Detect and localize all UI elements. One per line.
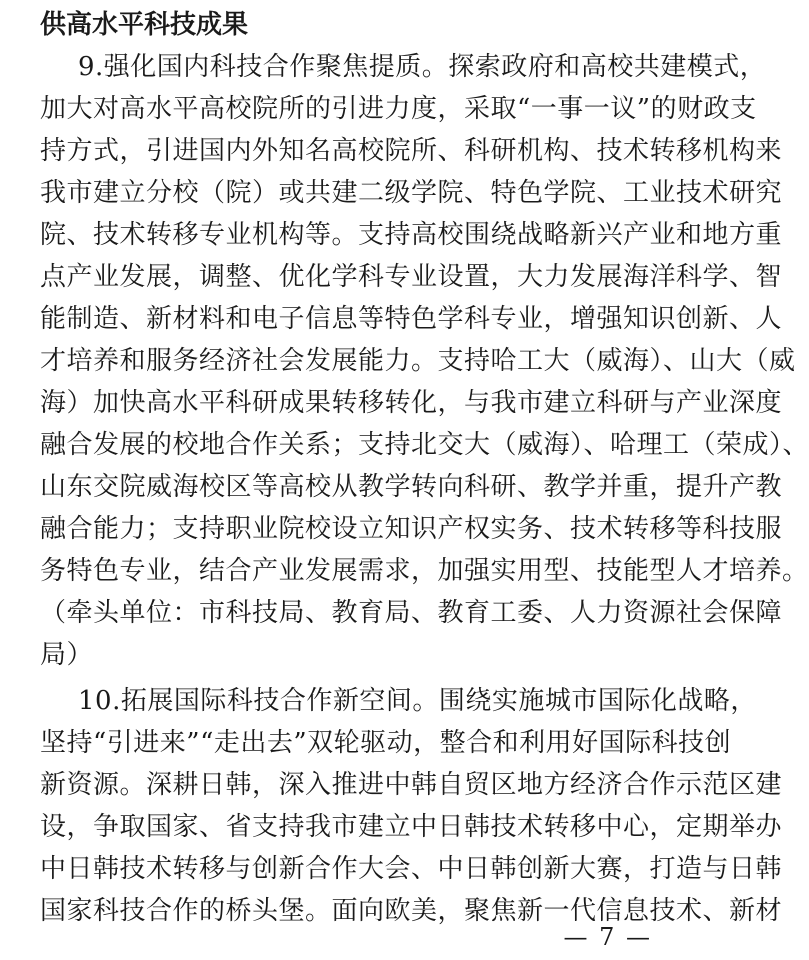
paragraph-line: 融合能力；支持职业院校设立知识产权实务、技术转移等科技服: [40, 514, 783, 544]
paragraph-line: 加大对高水平高校院所的引进力度，采取“一事一议”的财政支: [40, 94, 757, 124]
paragraph-line: 海）加快高水平科研成果转移转化，与我市建立科研与产业深度: [40, 388, 783, 418]
paragraph-line: 院、技术转移专业机构等。支持高校围绕战略新兴产业和地方重: [40, 220, 783, 250]
paragraph-line: 坚持“引进来”“走出去”双轮驱动，整合和利用好国际科技创: [40, 728, 732, 758]
paragraph-line: 融合发展的校地合作关系；支持北交大（威海）、哈理工（荣成）、: [40, 430, 809, 460]
section-heading: 供高水平科技成果: [40, 10, 249, 40]
paragraph-line: 设，争取国家、省支持我市建立中日韩技术转移中心，定期举办: [40, 812, 783, 842]
paragraph-line: 点产业发展，调整、优化学科专业设置，大力发展海洋科学、智: [40, 262, 783, 292]
paragraph-line: 中日韩技术转移与创新合作大会、中日韩创新大赛，打造与日韩: [40, 854, 783, 884]
paragraph-line: 持方式，引进国内外知名高校院所、科研机构、技术转移机构来: [40, 136, 783, 166]
page-number: — 7 —: [563, 923, 652, 951]
paragraph-line: 10.拓展国际科技合作新空间。围绕实施城市国际化战略，: [78, 686, 757, 716]
paragraph-line: 能制造、新材料和电子信息等特色学科专业，增强知识创新、人: [40, 304, 783, 334]
paragraph-line: （牵头单位：市科技局、教育局、教育工委、人力资源社会保障: [40, 598, 783, 628]
paragraph-line: 我市建立分校（院）或共建二级学院、特色学院、工业技术研究: [40, 178, 783, 208]
paragraph-line: 9.强化国内科技合作聚焦提质。探索政府和高校共建模式，: [78, 52, 767, 82]
paragraph-line: 国家科技合作的桥头堡。面向欧美，聚焦新一代信息技术、新材: [40, 896, 783, 926]
paragraph-line: 新资源。深耕日韩，深入推进中韩自贸区地方经济合作示范区建: [40, 770, 783, 800]
paragraph-line: 才培养和服务经济社会发展能力。支持哈工大（威海）、山大（威: [40, 346, 796, 376]
paragraph-line: 务特色专业，结合产业发展需求，加强实用型、技能型人才培养。: [40, 556, 809, 586]
paragraph-line: 局）: [40, 640, 94, 670]
paragraph-line: 山东交院威海校区等高校从教学转向科研、教学并重，提升产教: [40, 472, 783, 502]
